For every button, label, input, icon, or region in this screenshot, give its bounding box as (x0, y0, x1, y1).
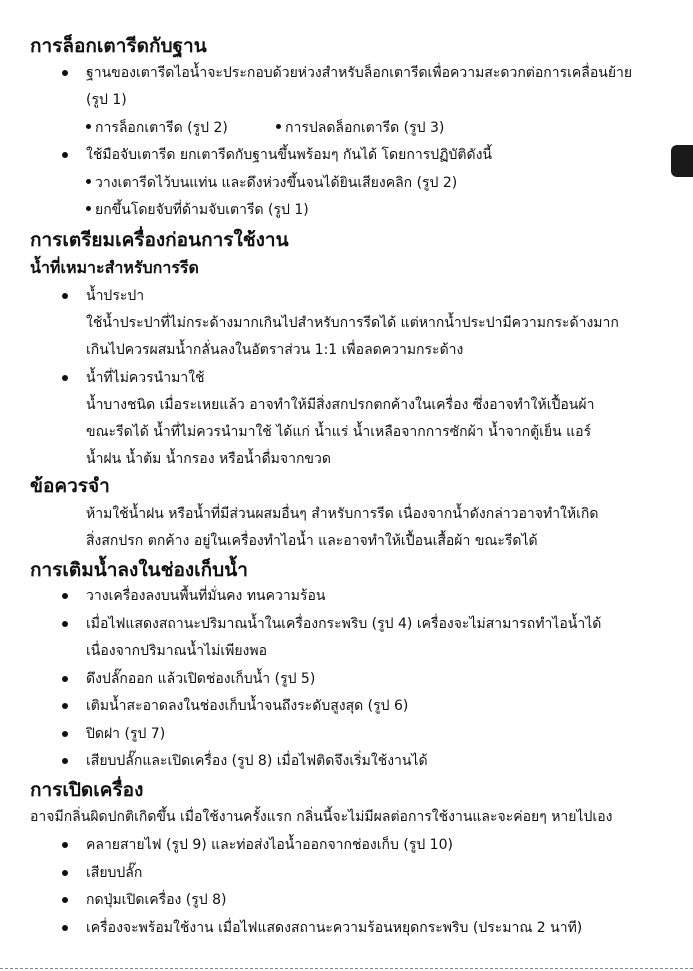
tap-water-line-2: เกินไปควรผสมน้ำกลั่นลงในอัตราส่วน 1:1 เพื่อลดความกระด้าง (86, 342, 464, 358)
tap-water-title: น้ำประปา (86, 288, 145, 304)
fill-item-1: วางเครื่องลงบนพื้นที่มั่นคง ทนความร้อน (86, 588, 326, 604)
bullet-dot (62, 621, 68, 627)
sub-bullet-dot (276, 124, 281, 129)
power-item-2: เสียบปลั๊ก (86, 865, 143, 881)
bullet-dot (62, 897, 68, 903)
bullet-dot (62, 731, 68, 737)
bullet-dot (62, 152, 68, 158)
heading-preparation: การเตรียมเครื่องก่อนการใช้งาน (30, 229, 289, 251)
heading-suitable-water: น้ำที่เหมาะสำหรับการรีด (30, 258, 199, 277)
unsuitable-water-line-2: ขณะรีดได้ น้ำที่ไม่ควรนำมาใช้ ได้แก่ น้ำแร่ น้ำเหลือจากการซักผ้า น้ำจากตู้เย็น แอร์ (86, 424, 592, 440)
fill-item-2-line-2: เนื่องจากปริมาณน้ำไม่เพียงพอ (86, 643, 268, 659)
chapter-tab-marker (671, 145, 693, 177)
bullet-dot (62, 676, 68, 682)
bullet-dot (62, 925, 68, 931)
bullet-dot (62, 842, 68, 848)
heading-note: ข้อควรจำ (30, 475, 110, 497)
power-intro: อาจมีกลิ่นผิดปกติเกิดขึ้น เมื่อใช้งานครั้งแรก กลิ่นนี้จะไม่มีผลต่อการใช้งานและจะค่อยๆ หายไปเอง (30, 809, 613, 825)
sub-item-lock: การล็อกเตารีด (รูป 2) (86, 117, 228, 139)
bullet-dot (62, 375, 68, 381)
unsuitable-water-line-1: น้ำบางชนิด เมื่อระเหยแล้ว อาจทำให้มีสิ่งสกปรกตกค้างในเครื่อง ซึ่งอาจทำให้เปื้อนผ้า (86, 397, 595, 413)
bullet-dot (62, 870, 68, 876)
power-item-1: คลายสายไฟ (รูป 9) และท่อส่งไอน้ำออกจากช่องเก็บ (รูป 10) (86, 837, 453, 853)
sub-bullet-dot (86, 206, 91, 211)
power-item-3: กดปุ่มเปิดเครื่อง (รูป 8) (86, 892, 227, 908)
unsuitable-water-line-3: น้ำฝน น้ำต้ม น้ำกรอง หรือน้ำดื่มจากขวด (86, 451, 331, 467)
locking-bullet-1-line-2: (รูป 1) (86, 92, 127, 108)
bullet-dot (62, 593, 68, 599)
fill-item-2-line-1: เมื่อไฟแสดงสถานะปริมาณน้ำในเครื่องกระพริบ (รูป 4) เครื่องจะไม่สามารถทำไอน้ำได้ (86, 616, 602, 632)
sub-item-unlock: การปลดล็อกเตารีด (รูป 3) (276, 117, 444, 139)
locking-bullet-1-line-1: ฐานของเตารีดไอน้ำจะประกอบด้วยห่วงสำหรับล็อกเตารีดเพื่อความสะดวกต่อการเคลื่อนย้าย (86, 65, 633, 81)
fill-item-5: ปิดฝา (รูป 7) (86, 726, 166, 742)
bullet-dot (62, 758, 68, 764)
tap-water-line-1: ใช้น้ำประปาที่ไม่กระด้างมากเกินไปสำหรับการรีดได้ แต่หากน้ำประปามีความกระด้างมาก (86, 315, 619, 331)
bullet-dot (62, 703, 68, 709)
power-item-4: เครื่องจะพร้อมใช้งาน เมื่อไฟแสดงสถานะความร้อนหยุดกระพริบ (ประมาณ 2 นาที) (86, 920, 583, 936)
note-line-2: สิ่งสกปรก ตกค้าง อยู่ในเครื่องทำไอน้ำ และอาจทำให้เปื้อนเสื้อผ้า ขณะรีดได้ (86, 533, 538, 549)
fill-item-6: เสียบปลั๊กและเปิดเครื่อง (รูป 8) เมื่อไฟติดจึงเริ่มใช้งานได้ (86, 753, 428, 769)
page-bottom-rule (0, 968, 693, 969)
fill-item-4: เติมน้ำสะอาดลงในช่องเก็บน้ำจนถึงระดับสูงสุด (รูป 6) (86, 698, 409, 714)
heading-filling: การเติมน้ำลงในช่องเก็บน้ำ (30, 559, 248, 581)
sub-bullet-dot (86, 179, 91, 184)
sub-bullet-dot (86, 124, 91, 129)
unsuitable-water-title: น้ำที่ไม่ควรนำมาใช้ (86, 370, 205, 386)
bullet-dot (62, 293, 68, 299)
heading-power-on: การเปิดเครื่อง (30, 779, 144, 801)
locking-bullet-2: ใช้มือจับเตารีด ยกเตารีดกับฐานขึ้นพร้อมๆ กันได้ โดยการปฏิบัติดังนี้ (86, 147, 492, 163)
heading-locking: การล็อกเตารีดกับฐาน (30, 35, 207, 57)
sub-item-place: วางเตารีดไว้บนแท่น และดึงห่วงขึ้นจนได้ยินเสียงคลิก (รูป 2) (86, 172, 457, 194)
note-line-1: ห้ามใช้น้ำฝน หรือน้ำที่มีส่วนผสมอื่นๆ สำหรับการรีด เนื่องจากน้ำดังกล่าวอาจทำให้เกิด (86, 506, 599, 522)
fill-item-3: ดึงปลั๊กออก แล้วเปิดช่องเก็บน้ำ (รูป 5) (86, 671, 316, 687)
bullet-dot (62, 70, 68, 76)
sub-item-lift: ยกขึ้นโดยจับที่ด้ามจับเตารีด (รูป 1) (86, 199, 309, 221)
